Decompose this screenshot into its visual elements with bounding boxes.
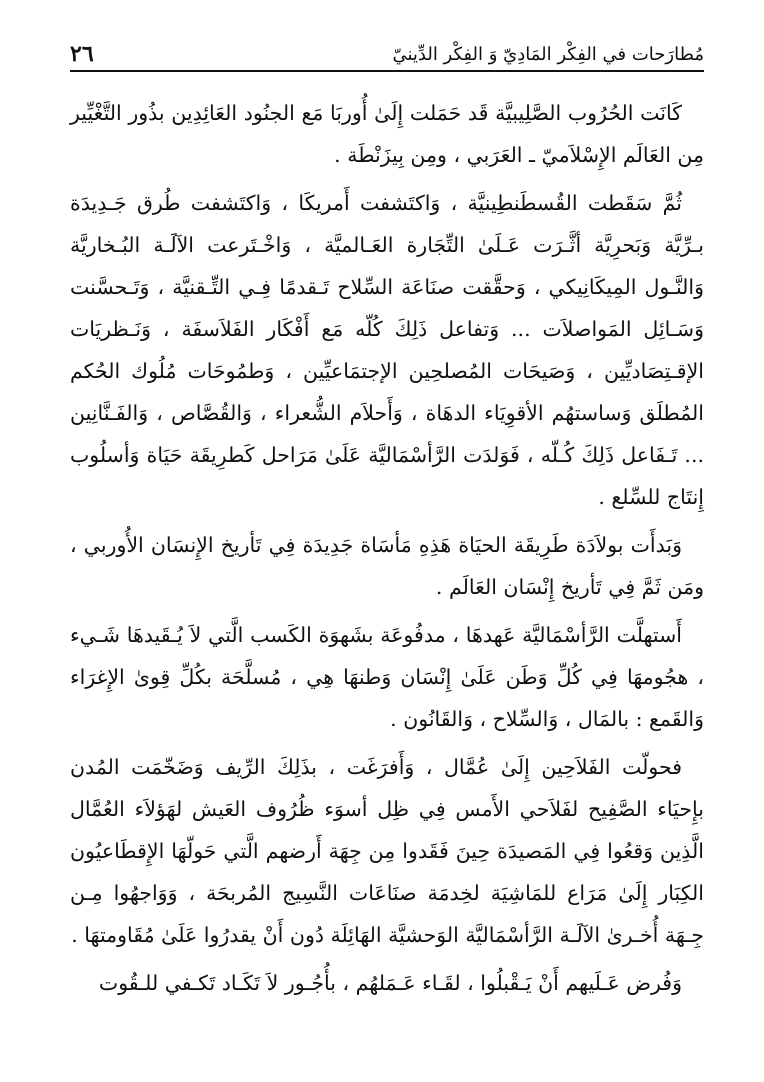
paragraph: وَفُرض عَـلَيهم أَنْ يَـقْبلُوا ، لقَـاء عَـمَلهُم ، بأُجُـور لاَ تَكَـاد تَكـفي للـقُوت <box>98 971 682 995</box>
paragraph: أَستهلَّت الرَّأسْمَاليَّة عَهدهَا ، مدفُوعَة بشَهوَة الكَسب الَّتي لاَ يُـقَيدهَا شَـيء ، هجُومهَا فِي كُلِّ وَطَن عَلَىٰ إِنْسَان وَطنهَا هِي ، مُسلَّحَة بكُلِّ قِوىٰ الإِغرَاء وَالقَمع : بالمَال ، وَالسِّلاح ، وَالقَانُون . <box>70 623 704 731</box>
paragraph: فحولّت الفَلاَحِين إِلَىٰ عُمَّال ، وَأَفرَغَت ، بذَلِكَ الرِّيف وَضَخّمَت المُدن بإِحيَاء الصَّفِيح لفَلاَحي الأَمس فِي ظِل أسوَء ظُرُوف العَيش لهَؤلاَء العُمَّال الَّذِين وَقعُوا فِي المَصيدَة حِينَ فَقَدوا مِن جِهَة أَرضهم الَّتي حَولّهَا الإِقطَاعيُون الكِبَار إِلَىٰ مَرَاع للمَاشِيَة لخِدمَة صنَاعَات النَّسِيج المُربحَة ، وَوَاجهُوا مِـن جِـهَة أُخـرىٰ الآلَـة الرَّأسْمَاليَّة الوَحشيَّة الهَائِلَة دُون أَنْ يقدرُوا عَلَىٰ مُقَاومتهَا . <box>70 755 704 947</box>
header-rule <box>70 70 704 72</box>
paragraph: ثُمَّ سَقَطت القُسطَنطِينيَّة ، وَاكتَشفت أَمريكَا ، وَاكتَشفت طُرق جَـدِيدَة بـرِّيَّة وَبَحرِيَّة أثَّـرَت عَـلَىٰ التِّجَارة العَـالميَّة ، وَاخْـتَرعت الآلَـة البُـخاريَّة وَالنَّـول المِيكَانِيكي ، وَحقَّقت صنَاعَة السِّلاح تَـقدمًا فِـي التِّـقنيَّة ، وَتَـحسَّنت وَسَـائِل المَواصلاَت ... وَتفاعل ذَلِكَ كُلّه مَع أَفْكَار الفَلاَسفَة ، وَنَـظريَات الإقـتِصَاديِّين ، وَصَيحَات المُصلحِين الإجتمَاعيِّين ، وَطمُوحَات مُلُوك الحُكم المُطلَق وَساستهُم الأقوِيَاء الدهَاة ، وَأَحلاَم الشُّعراء ، وَالقُصَّاص ، وَالفَـنَّانِين ... تَـفَاعل ذَلِكَ كُـلّه ، فَوَلدَت الرَّأسْمَاليَّة عَلَىٰ مَرَاحل كَطرِيقَة حَيَاة وَأسلُوب إِنتَاج للسِّلع . <box>70 191 704 509</box>
running-header <box>70 30 704 66</box>
paragraph: كَانَت الحُرُوب الصَّلِيبيَّة قَد حَمَلت إِلَىٰ أُوربَا مَع الجنُود العَائِدِين بذُور التَّغْيِّير مِن العَالَم الإِسْلاَميّ ـ العَرَبي ، ومِن بِيزَنْطَة . <box>70 101 704 167</box>
page-number: ٢٦ <box>70 40 94 67</box>
body-text <box>70 92 704 1010</box>
paragraph: وَبَدأَت بولاَدَة طَرِيقَة الحيَاة هَذِهِ مَأسَاة جَدِيدَة فِي تَأريخ الإِنسَان الأُوربي ، ومَن ثَمَّ فِي تَأريخ إِنْسَان العَالَم . <box>70 533 704 599</box>
header-title: مُطارَحات في الفِكْر المَادِيّ وَ الفِكْر الدِّينيّ <box>392 44 704 66</box>
